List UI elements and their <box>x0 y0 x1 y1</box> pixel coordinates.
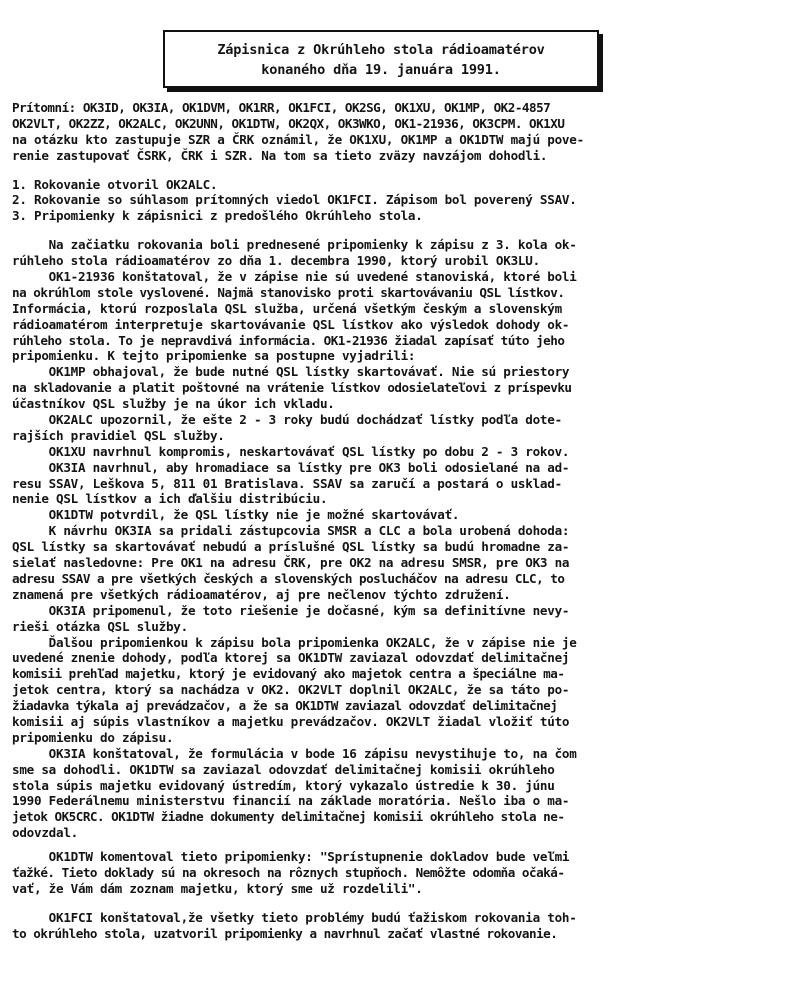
text-line: Informácia, ktorú rozposlala QSL služba, určená všetkým českým a slovenským <box>12 300 562 316</box>
text-line: OK2VLT, OK2ZZ, OK2ALC, OK2UNN, OK1DTW, OK2QX, OK3WKO, OK1-21936, OK3CPM. OK1XU <box>12 115 565 131</box>
text-line: ťažké. Tieto doklady sú na okresoch na rôznych stupňoch. Nemôžte odomňa očaká- <box>12 864 565 880</box>
agenda-item: 3. Pripomienky k zápisnici z predošlého Okrúhleho stola. <box>12 208 423 224</box>
spacer <box>12 841 782 849</box>
minutes-body <box>12 237 782 897</box>
text-line: jetok OK5CRC. OK1DTW žiadne dokumenty delimitačnej komisii okrúhleho stola ne- <box>12 809 565 825</box>
closing-paragraph <box>12 910 782 942</box>
text-line: adresu SSAV a pre všetkých českých a slovenských poslucháčov na adresu CLC, to <box>12 570 565 586</box>
text-line: 1990 Federálnemu ministerstvu financií na základe moratória. Nešlo iba o ma- <box>12 793 570 809</box>
text-line: nenie QSL lístkov a ich ďalšiu distribúciu. <box>12 491 328 507</box>
text-line: uvedené znenie dohody, podľa ktorej sa OK1DTW zaviazal odovzdať delimitačnej <box>12 650 570 666</box>
text-line: jetok centra, ktorý sa nachádza v OK2. OK2VLT doplnil OK2ALC, že sa táto po- <box>12 682 570 698</box>
text-line: na otázku kto zastupuje SZR a ČRK oznámil, že OK1XU, OK1MP a OK1DTW majú pove- <box>12 131 584 147</box>
text-line: OK3IA pripomenul, že toto riešenie je dočasné, kým sa definitívne nevy- <box>12 602 570 618</box>
text-line: sme sa dohodli. OK1DTW sa zaviazal odovzdať delimitačnej komisii okrúhleho <box>12 761 555 777</box>
text-line: OK3IA navrhnul, aby hromadiace sa lístky pre OK3 boli odosielané na ad- <box>12 459 570 475</box>
text-line: renie zastupovať ČSRK, ČRK i SZR. Na tom sa tieto zväzy navzájom dohodli. <box>12 147 548 163</box>
text-line: rúhleho stola rádioamatérov zo dňa 1. decembra 1990, ktorý urobil OK3LU. <box>12 253 540 269</box>
text-line: pripomienku do zápisu. <box>12 729 174 745</box>
spacer <box>12 224 782 237</box>
text-line: OK1DTW potvrdil, že QSL lístky nie je možné skartovávať. <box>12 507 460 523</box>
text-line: komisii aj súpis vlastníkov a majetku prevádzačov. OK2VLT žiadal vložiť túto <box>12 713 570 729</box>
spacer <box>12 897 782 910</box>
text-line: na okrúhlom stole vyslovené. Najmä stanovisko proti skartovávaniu QSL lístkov. <box>12 284 565 300</box>
text-line: rádioamatérom interpretuje skartovávanie QSL lístkov ako výsledok dohody ok- <box>12 316 570 332</box>
text-line: odovzdal. <box>12 825 78 841</box>
text-line: QSL lístky sa skartovávať nebudú a príslušné QSL lístky sa budú hromadne za- <box>12 539 570 555</box>
text-line: OK1DTW komentoval tieto pripomienky: "Sprístupnenie dokladov bude veľmi <box>12 849 570 865</box>
text-line: Na začiatku rokovania boli prednesené pripomienky k zápisu z 3. kola ok- <box>12 237 577 253</box>
text-line: resu SSAV, Leškova 5, 811 01 Bratislava. SSAV sa zaručí a postará o usklad- <box>12 475 562 491</box>
title-line-1: Zápisnica z Okrúhleho stola rádioamatérov <box>217 42 545 58</box>
text-line: na skladovanie a platit poštovné na vrátenie lístkov odosielateľovi z príspevku <box>12 380 572 396</box>
text-line: OK2ALC upozornil, že ešte 2 - 3 roky budú dochádzať lístky podľa dote- <box>12 412 562 428</box>
text-line: OK1XU navrhnul kompromis, neskartovávať QSL lístky po dobu 2 - 3 rokov. <box>12 443 570 459</box>
text-line: žiadavka týkala aj prevádzačov, a že sa OK1DTW zaviazal odovzdať delimitačnej <box>12 698 558 714</box>
agenda-item: 1. Rokovanie otvoril OK2ALC. <box>12 176 218 192</box>
text-line: rieši otázka QSL služby. <box>12 618 188 634</box>
text-line: rajších pravidiel QSL služby. <box>12 427 225 443</box>
body-text <box>12 100 782 942</box>
attendance-paragraph <box>12 100 782 164</box>
title-box <box>163 30 599 88</box>
agenda-list <box>12 177 782 225</box>
text-line: komisii prehľad majetku, ktorý je evidovaný ako majetok centra a špeciálne ma- <box>12 666 565 682</box>
text-line: OK1MP obhajoval, že bude nutné QSL lístky skartovávať. Nie sú priestory <box>12 364 570 380</box>
text-line: OK1-21936 konštatoval, že v zápise nie sú uvedené stanoviská, ktoré boli <box>12 269 577 285</box>
title-line-2: konaného dňa 19. januára 1991. <box>261 62 501 78</box>
agenda-item: 2. Rokovanie so súhlasom prítomných viedol OK1FCI. Zápisom bol poverený SSAV. <box>12 192 577 208</box>
text-line: stola súpis majetku evidovaný ústredím, ktorý vykazalo ústredie k 30. júnu <box>12 777 555 793</box>
text-line: OK1FCI konštatoval,že všetky tieto problémy budú ťažiskom rokovania toh- <box>12 909 577 925</box>
text-line: OK3IA konštatoval, že formulácia v bode 16 zápisu nevystihuje to, na čom <box>12 745 577 761</box>
text-line: účastníkov QSL služby je na úkor ich vkladu. <box>12 396 335 412</box>
text-line: sielať nasledovne: Pre OK1 na adresu ČRK, pre OK2 na adresu SMSR, pre OK3 na <box>12 555 570 571</box>
text-line: K návrhu OK3IA sa pridali zástupcovia SMSR a CLC a bola urobená dohoda: <box>12 523 570 539</box>
text-line: Ďalšou pripomienkou k zápisu bola pripomienka OK2ALC, že v zápise nie je <box>12 634 577 650</box>
text-line: to okrúhleho stola, uzatvoril pripomienky a navrhnul začať vlastné rokovanie. <box>12 925 558 941</box>
text-line: Prítomní: OK3ID, OK3IA, OK1DVM, OK1RR, OK1FCI, OK2SG, OK1XU, OK1MP, OK2-4857 <box>12 100 551 115</box>
text-line: vať, že Vám dám zoznam majetku, ktorý sme už rozdelili". <box>12 880 423 896</box>
spacer <box>12 164 782 177</box>
text-line: rúhleho stola. To je nepravdivá informácia. OK1-21936 žiadal zapísať túto jeho <box>12 332 565 348</box>
text-line: pripomienku. K tejto pripomienke sa postupne vyjadrili: <box>12 348 416 364</box>
text-line: znamená pre všetkých rádioamatérov, aj pre nečlenov týchto združení. <box>12 586 511 602</box>
